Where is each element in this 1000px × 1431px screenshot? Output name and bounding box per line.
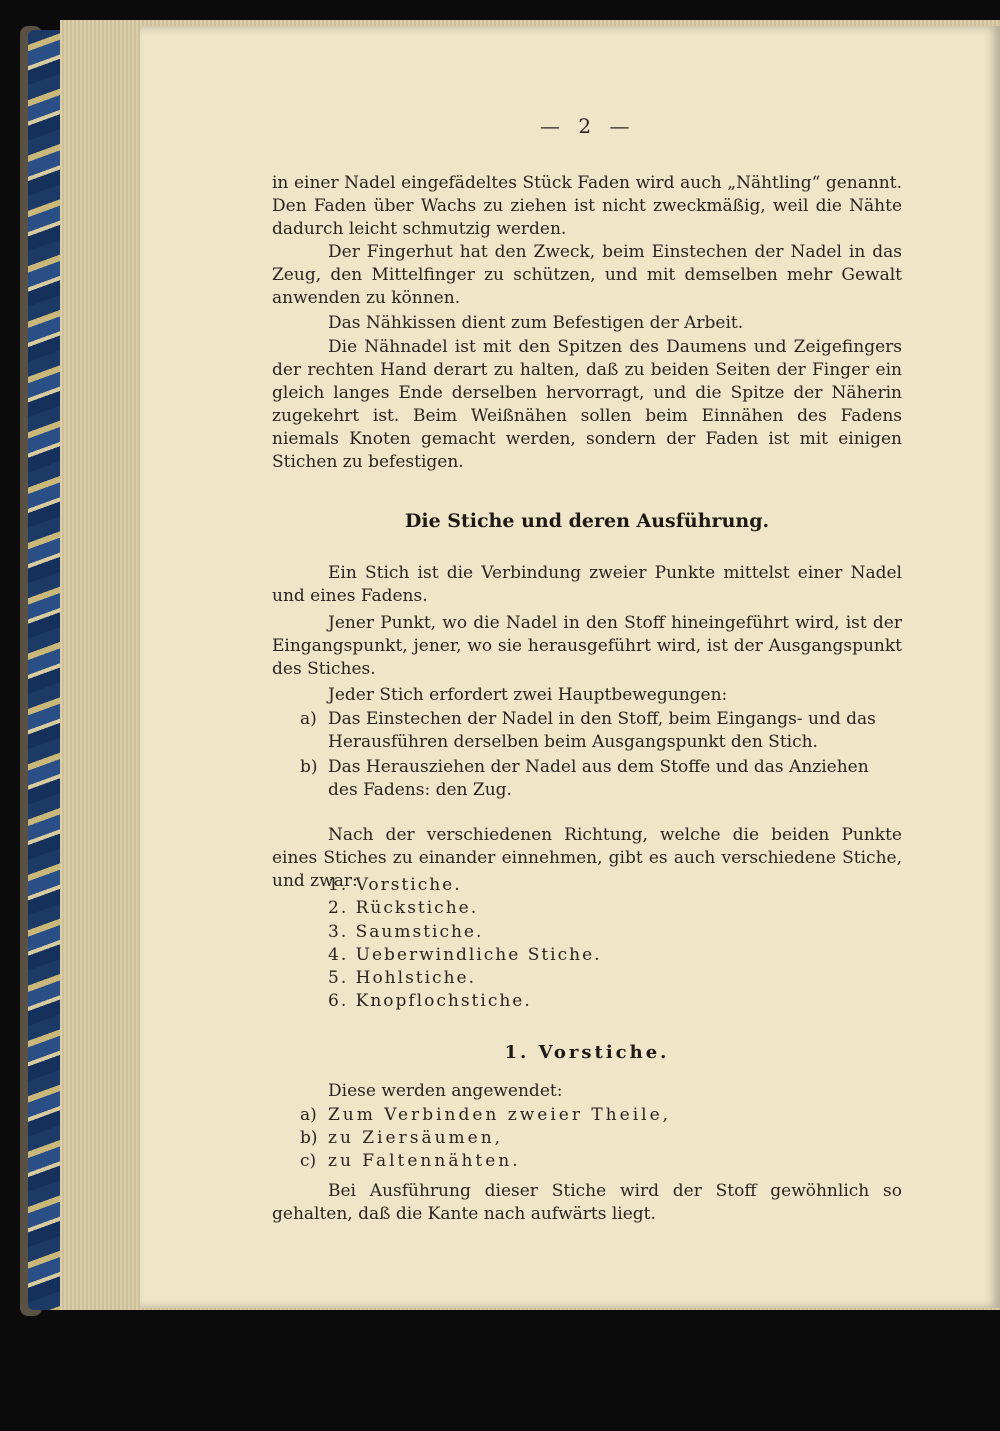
list-item-label: b) xyxy=(300,757,318,777)
list-item: 6. Knopflochstiche. xyxy=(328,991,532,1012)
paragraph-9: Diese werden angewendet: xyxy=(328,1081,563,1101)
list-item: 4. Ueberwindliche Stiche. xyxy=(328,944,602,965)
page-number: — 2 — xyxy=(540,114,636,138)
paragraph-2: Der Fingerhut hat den Zweck, beim Einstechen der Nadel in das Zeug, den Mittelfinger zu schützen, und mit demselben mehr Gewalt anwenden zu können. xyxy=(272,242,902,308)
paragraph-5: Ein Stich ist die Verbindung zweier Punkte mittelst einer Nadel und eines Fadens. xyxy=(272,563,902,606)
paragraph-6: Jener Punkt, wo die Nadel in den Stoff hineingeführt wird, ist der Eingangspunkt, jener, wo sie herausgeführt wird, ist der Ausgangspunkt des Stiches. xyxy=(272,613,902,679)
movement-list xyxy=(300,708,900,802)
paragraph-8: Nach der verschiedenen Richtung, welche die beiden Punkte eines Stiches zu einander einnehmen, gibt es auch verschiedene Stiche, und zwar: xyxy=(272,825,902,891)
stitch-types-list xyxy=(328,874,602,1014)
paragraph-3: Das Nähkissen dient zum Befestigen der Arbeit. xyxy=(328,313,744,333)
list-item xyxy=(300,1104,900,1127)
list-item: 2. Rückstiche. xyxy=(328,898,479,919)
list-item: 3. Saumstiche. xyxy=(328,921,484,942)
list-item-text: Zum Verbinden zweier Theile, xyxy=(328,1105,672,1125)
uses-list xyxy=(300,1104,900,1173)
list-item-text: Das Einstechen der Nadel in den Stoff, beim Eingangs- und das Herausführen derselben beim Ausgangspunkt den Stich. xyxy=(328,709,876,752)
paragraph-1: in einer Nadel eingefädeltes Stück Faden wird auch „Nähtling“ genannt. Den Faden über Wachs zu ziehen ist nicht zweckmäßig, weil die Nähte dadurch leicht schmutzig werden. xyxy=(272,173,902,239)
list-item-text: zu Ziersäumen, xyxy=(328,1128,504,1148)
list-item-label: b) xyxy=(300,1128,318,1148)
list-item xyxy=(300,1127,900,1150)
list-item-label: a) xyxy=(300,709,317,729)
list-item: 1. Vorstiche. xyxy=(328,875,462,895)
list-item xyxy=(300,756,900,802)
paragraph-10: Bei Ausführung dieser Stiche wird der Stoff gewöhnlich so gehalten, daß die Kante nach aufwärts liegt. xyxy=(272,1181,902,1224)
list-item-label: c) xyxy=(300,1151,317,1171)
list-item xyxy=(300,1150,900,1173)
section-heading: Die Stiche und deren Ausführung. xyxy=(404,510,770,532)
paragraph-7: Jeder Stich erfordert zwei Hauptbewegungen: xyxy=(328,685,728,705)
subsection-heading: 1. Vorstiche. xyxy=(504,1042,670,1063)
paragraph-4: Die Nähnadel ist mit den Spitzen des Daumens und Zeigefingers der rechten Hand derart zu halten, daß zu beiden Seiten der Finger ein gleich langes Ende derselben hervorragt, und die Spitze der Näherin zugekehrt ist. Beim Weißnähen sollen beim Einnähen des Fadens niemals Knoten gemacht werden, sondern der Faden ist mit einigen Stichen zu befestigen. xyxy=(272,337,902,472)
list-item-text: zu Faltennähten. xyxy=(328,1151,521,1171)
list-item: 5. Hohlstiche. xyxy=(328,968,476,989)
list-item xyxy=(300,708,900,754)
list-item-label: a) xyxy=(300,1105,317,1125)
list-item-text: Das Herausziehen der Nadel aus dem Stoffe und das Anziehen des Fadens: den Zug. xyxy=(328,757,869,800)
